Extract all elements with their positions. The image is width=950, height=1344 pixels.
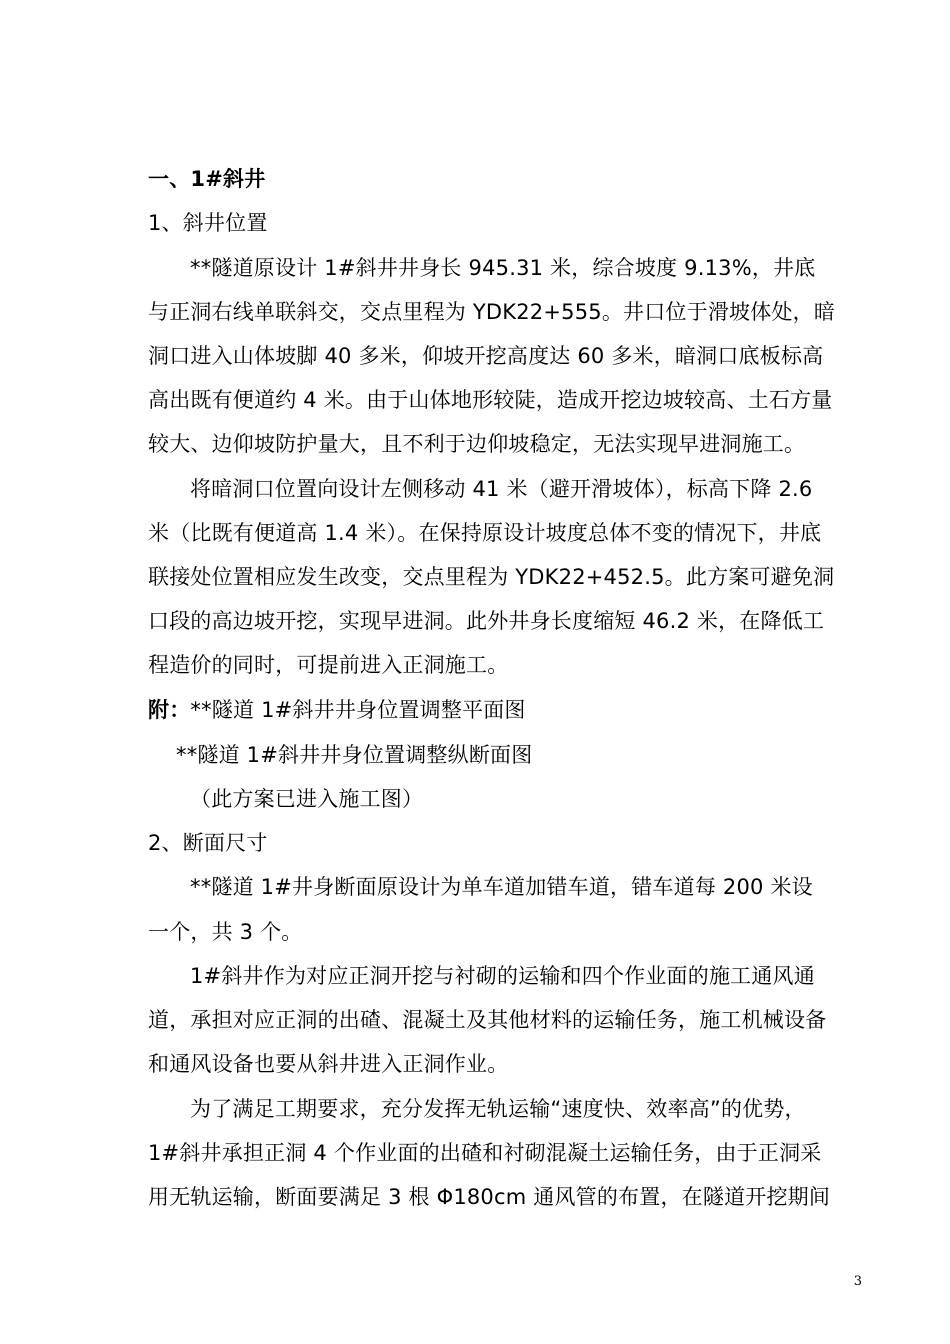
appendix-line bbox=[148, 695, 526, 725]
paragraph-line: 口段的高边坡开挖，实现早进洞。此外井身长度缩短 46.2 米，在降低工 bbox=[148, 609, 825, 633]
page-number: 3 bbox=[853, 1274, 862, 1289]
paragraph-line: **隧道 1#井身断面原设计为单车道加错车道，错车道每 200 米设 bbox=[190, 875, 813, 899]
paragraph-line: 联接处位置相应发生改变，交点里程为 YDK22+452.5。此方案可避免洞 bbox=[148, 565, 835, 589]
paragraph-line: 程造价的同时，可提前进入正洞施工。 bbox=[148, 653, 509, 677]
section-heading: 一、1#斜井 bbox=[148, 167, 266, 191]
paragraph-line: **隧道原设计 1#斜井井身长 945.31 米，综合坡度 9.13%，井底 bbox=[190, 256, 816, 280]
paragraph-line: 洞口进入山体坡脚 40 多米，仰坡开挖高度达 60 多米，暗洞口底板标高 bbox=[148, 344, 824, 368]
paragraph-line: 1#斜井作为对应正洞开挖与衬砌的运输和四个作业面的施工通风通 bbox=[190, 964, 815, 988]
subsection-title-location: 1、斜井位置 bbox=[148, 211, 268, 235]
paragraph-line: 道，承担对应正洞的出碴、混凝土及其他材料的运输任务，施工机械设备 bbox=[148, 1008, 827, 1032]
paragraph-line: 一个，共 3 个。 bbox=[148, 920, 303, 944]
paragraph-line: 1#斜井承担正洞 4 个作业面的出碴和衬砌混凝土运输任务，由于正洞采 bbox=[148, 1141, 822, 1165]
paragraph-line: 用无轨运输，断面要满足 3 根 Φ180cm 通风管的布置，在隧道开挖期间 bbox=[148, 1185, 831, 1209]
appendix-label: 附： bbox=[148, 698, 191, 722]
paragraph-line: 与正洞右线单联斜交，交点里程为 YDK22+555。井口位于滑坡体处，暗 bbox=[148, 300, 836, 324]
appendix-note: （此方案已进入施工图） bbox=[190, 787, 424, 811]
paragraph-line: 为了满足工期要求，充分发挥无轨运输“速度快、效率高”的优势， bbox=[190, 1097, 806, 1121]
subsection-title-section-size: 2、断面尺寸 bbox=[148, 831, 268, 855]
paragraph-line: 米（比既有便道高 1.4 米）。在保持原设计坡度总体不变的情况下，井底 bbox=[148, 521, 822, 545]
appendix-item: **隧道 1#斜井井身位置调整平面图 bbox=[190, 698, 526, 722]
paragraph-line: 将暗洞口位置向设计左侧移动 41 米（避开滑坡体），标高下降 2.6 bbox=[190, 477, 813, 501]
paragraph-line: 高出既有便道约 4 米。由于山体地形较陡，造成开挖边坡较高、土石方量 bbox=[148, 388, 833, 412]
paragraph-line: 较大、边仰坡防护量大，且不利于边仰坡稳定，无法实现早进洞施工。 bbox=[148, 432, 806, 456]
appendix-item: **隧道 1#斜井井身位置调整纵断面图 bbox=[176, 743, 533, 767]
paragraph-line: 和通风设备也要从斜井进入正洞作业。 bbox=[148, 1052, 509, 1076]
